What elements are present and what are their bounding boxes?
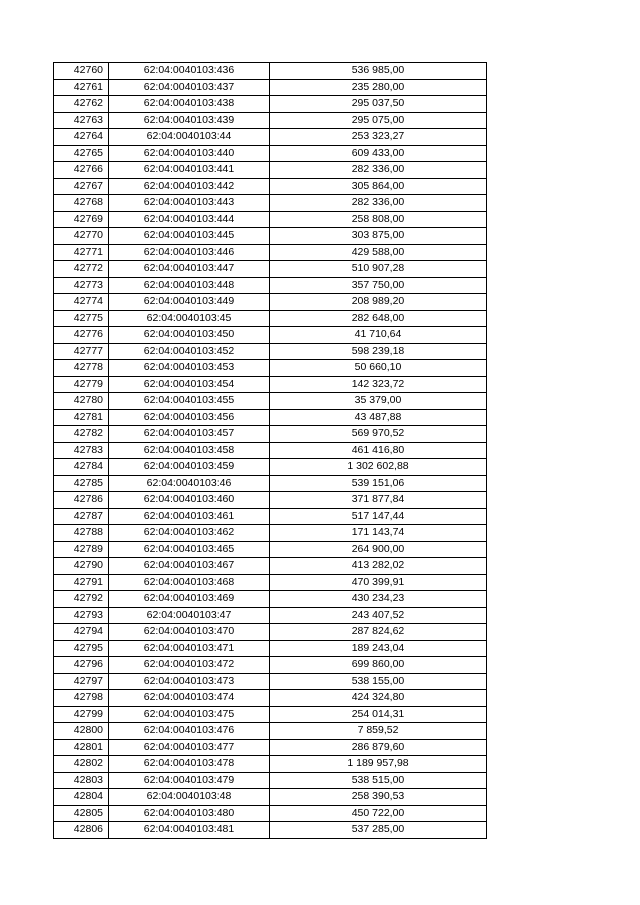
table-row [54,360,487,377]
table-row [54,79,487,96]
cadastral-number-cell: 62:04:0040103:44 [109,129,270,146]
cadastral-value-cell: 1 189 957,98 [270,756,487,773]
cadastral-value-cell: 536 985,00 [270,63,487,80]
cadastral-number-cell: 62:04:0040103:480 [109,805,270,822]
cadastral-number-cell: 62:04:0040103:450 [109,327,270,344]
table-row [54,178,487,195]
cadastral-number-cell: 62:04:0040103:441 [109,162,270,179]
row-number-cell: 42769 [54,211,109,228]
cadastral-value-cell: 461 416,80 [270,442,487,459]
cadastral-number-cell: 62:04:0040103:481 [109,822,270,839]
row-number-cell: 42805 [54,805,109,822]
table-row [54,822,487,839]
cadastral-number-cell: 62:04:0040103:446 [109,244,270,261]
cadastral-value-cell: 282 648,00 [270,310,487,327]
cadastral-number-cell: 62:04:0040103:456 [109,409,270,426]
cadastral-number-cell: 62:04:0040103:448 [109,277,270,294]
cadastral-value-cell: 357 750,00 [270,277,487,294]
cadastral-value-cell: 41 710,64 [270,327,487,344]
cadastral-value-cell: 371 877,84 [270,492,487,509]
row-number-cell: 42791 [54,574,109,591]
row-number-cell: 42784 [54,459,109,476]
cadastral-value-cell: 450 722,00 [270,805,487,822]
cadastral-number-cell: 62:04:0040103:439 [109,112,270,129]
cadastral-value-cell: 470 399,91 [270,574,487,591]
row-number-cell: 42771 [54,244,109,261]
row-number-cell: 42774 [54,294,109,311]
row-number-cell: 42782 [54,426,109,443]
cadastral-value-cell: 538 515,00 [270,772,487,789]
cadastral-value-table [53,62,487,839]
cadastral-number-cell: 62:04:0040103:447 [109,261,270,278]
cadastral-number-cell: 62:04:0040103:440 [109,145,270,162]
cadastral-value-cell: 295 075,00 [270,112,487,129]
cadastral-number-cell: 62:04:0040103:443 [109,195,270,212]
row-number-cell: 42804 [54,789,109,806]
table-row [54,277,487,294]
table-row [54,690,487,707]
row-number-cell: 42762 [54,96,109,113]
table-row [54,723,487,740]
cadastral-value-cell: 305 864,00 [270,178,487,195]
row-number-cell: 42783 [54,442,109,459]
row-number-cell: 42780 [54,393,109,410]
cadastral-number-cell: 62:04:0040103:47 [109,607,270,624]
table-row [54,228,487,245]
row-number-cell: 42763 [54,112,109,129]
row-number-cell: 42770 [54,228,109,245]
cadastral-value-cell: 286 879,60 [270,739,487,756]
table-row [54,327,487,344]
row-number-cell: 42787 [54,508,109,525]
cadastral-value-cell: 699 860,00 [270,657,487,674]
cadastral-value-cell: 598 239,18 [270,343,487,360]
cadastral-number-cell: 62:04:0040103:46 [109,475,270,492]
cadastral-number-cell: 62:04:0040103:452 [109,343,270,360]
row-number-cell: 42802 [54,756,109,773]
row-number-cell: 42764 [54,129,109,146]
cadastral-value-cell: 303 875,00 [270,228,487,245]
row-number-cell: 42776 [54,327,109,344]
cadastral-number-cell: 62:04:0040103:478 [109,756,270,773]
cadastral-number-cell: 62:04:0040103:479 [109,772,270,789]
table-row [54,739,487,756]
table-row [54,607,487,624]
table-row [54,112,487,129]
table-body [54,63,487,839]
table-row [54,805,487,822]
row-number-cell: 42799 [54,706,109,723]
table-row [54,409,487,426]
table-row [54,706,487,723]
row-number-cell: 42803 [54,772,109,789]
cadastral-number-cell: 62:04:0040103:438 [109,96,270,113]
row-number-cell: 42797 [54,673,109,690]
row-number-cell: 42801 [54,739,109,756]
cadastral-value-cell: 517 147,44 [270,508,487,525]
cadastral-number-cell: 62:04:0040103:457 [109,426,270,443]
cadastral-value-cell: 258 390,53 [270,789,487,806]
table-row [54,343,487,360]
table-row [54,63,487,80]
cadastral-number-cell: 62:04:0040103:45 [109,310,270,327]
cadastral-value-cell: 35 379,00 [270,393,487,410]
table-row [54,393,487,410]
cadastral-value-cell: 510 907,28 [270,261,487,278]
row-number-cell: 42795 [54,640,109,657]
table-row [54,261,487,278]
row-number-cell: 42794 [54,624,109,641]
cadastral-number-cell: 62:04:0040103:465 [109,541,270,558]
table-row [54,376,487,393]
row-number-cell: 42777 [54,343,109,360]
cadastral-value-cell: 171 143,74 [270,525,487,542]
table-row [54,426,487,443]
cadastral-value-cell: 282 336,00 [270,195,487,212]
cadastral-number-cell: 62:04:0040103:444 [109,211,270,228]
cadastral-value-cell: 609 433,00 [270,145,487,162]
cadastral-number-cell: 62:04:0040103:459 [109,459,270,476]
cadastral-number-cell: 62:04:0040103:462 [109,525,270,542]
table-row [54,310,487,327]
table-row [54,756,487,773]
cadastral-value-cell: 258 808,00 [270,211,487,228]
cadastral-number-cell: 62:04:0040103:442 [109,178,270,195]
row-number-cell: 42767 [54,178,109,195]
cadastral-value-cell: 253 323,27 [270,129,487,146]
cadastral-number-cell: 62:04:0040103:454 [109,376,270,393]
row-number-cell: 42766 [54,162,109,179]
row-number-cell: 42768 [54,195,109,212]
row-number-cell: 42793 [54,607,109,624]
row-number-cell: 42786 [54,492,109,509]
row-number-cell: 42773 [54,277,109,294]
table-row [54,294,487,311]
row-number-cell: 42772 [54,261,109,278]
table-row [54,459,487,476]
row-number-cell: 42798 [54,690,109,707]
cadastral-value-cell: 264 900,00 [270,541,487,558]
cadastral-number-cell: 62:04:0040103:453 [109,360,270,377]
row-number-cell: 42806 [54,822,109,839]
cadastral-number-cell: 62:04:0040103:455 [109,393,270,410]
cadastral-number-cell: 62:04:0040103:437 [109,79,270,96]
cadastral-number-cell: 62:04:0040103:469 [109,591,270,608]
cadastral-value-cell: 189 243,04 [270,640,487,657]
table-row [54,492,487,509]
row-number-cell: 42796 [54,657,109,674]
cadastral-number-cell: 62:04:0040103:467 [109,558,270,575]
table-row [54,162,487,179]
cadastral-value-cell: 539 151,06 [270,475,487,492]
table-row [54,789,487,806]
row-number-cell: 42792 [54,591,109,608]
cadastral-value-cell: 282 336,00 [270,162,487,179]
cadastral-number-cell: 62:04:0040103:474 [109,690,270,707]
row-number-cell: 42788 [54,525,109,542]
cadastral-number-cell: 62:04:0040103:458 [109,442,270,459]
table-row [54,574,487,591]
table-row [54,624,487,641]
table-row [54,558,487,575]
cadastral-value-cell: 537 285,00 [270,822,487,839]
cadastral-number-cell: 62:04:0040103:461 [109,508,270,525]
table-row [54,591,487,608]
table-row [54,508,487,525]
cadastral-number-cell: 62:04:0040103:476 [109,723,270,740]
row-number-cell: 42800 [54,723,109,740]
cadastral-number-cell: 62:04:0040103:477 [109,739,270,756]
cadastral-number-cell: 62:04:0040103:470 [109,624,270,641]
cadastral-value-cell: 50 660,10 [270,360,487,377]
cadastral-number-cell: 62:04:0040103:449 [109,294,270,311]
cadastral-value-cell: 142 323,72 [270,376,487,393]
row-number-cell: 42785 [54,475,109,492]
table-row [54,657,487,674]
row-number-cell: 42779 [54,376,109,393]
cadastral-value-cell: 287 824,62 [270,624,487,641]
cadastral-value-cell: 243 407,52 [270,607,487,624]
cadastral-number-cell: 62:04:0040103:445 [109,228,270,245]
table-row [54,195,487,212]
cadastral-number-cell: 62:04:0040103:468 [109,574,270,591]
cadastral-value-cell: 1 302 602,88 [270,459,487,476]
cadastral-value-cell: 569 970,52 [270,426,487,443]
cadastral-number-cell: 62:04:0040103:472 [109,657,270,674]
row-number-cell: 42778 [54,360,109,377]
table-row [54,640,487,657]
cadastral-value-cell: 235 280,00 [270,79,487,96]
cadastral-value-cell: 43 487,88 [270,409,487,426]
cadastral-value-cell: 254 014,31 [270,706,487,723]
table-row [54,475,487,492]
row-number-cell: 42760 [54,63,109,80]
table-row [54,442,487,459]
cadastral-value-cell: 430 234,23 [270,591,487,608]
table-row [54,673,487,690]
row-number-cell: 42765 [54,145,109,162]
cadastral-value-cell: 295 037,50 [270,96,487,113]
table-row [54,145,487,162]
table-row [54,772,487,789]
cadastral-value-cell: 413 282,02 [270,558,487,575]
cadastral-value-cell: 7 859,52 [270,723,487,740]
table-row [54,211,487,228]
cadastral-number-cell: 62:04:0040103:471 [109,640,270,657]
row-number-cell: 42790 [54,558,109,575]
table-row [54,129,487,146]
table-row [54,244,487,261]
table-row [54,96,487,113]
cadastral-number-cell: 62:04:0040103:473 [109,673,270,690]
table-row [54,541,487,558]
cadastral-value-cell: 429 588,00 [270,244,487,261]
row-number-cell: 42789 [54,541,109,558]
row-number-cell: 42781 [54,409,109,426]
cadastral-value-cell: 538 155,00 [270,673,487,690]
cadastral-value-cell: 208 989,20 [270,294,487,311]
table-row [54,525,487,542]
cadastral-number-cell: 62:04:0040103:436 [109,63,270,80]
cadastral-value-cell: 424 324,80 [270,690,487,707]
row-number-cell: 42761 [54,79,109,96]
cadastral-number-cell: 62:04:0040103:460 [109,492,270,509]
cadastral-number-cell: 62:04:0040103:475 [109,706,270,723]
row-number-cell: 42775 [54,310,109,327]
cadastral-number-cell: 62:04:0040103:48 [109,789,270,806]
